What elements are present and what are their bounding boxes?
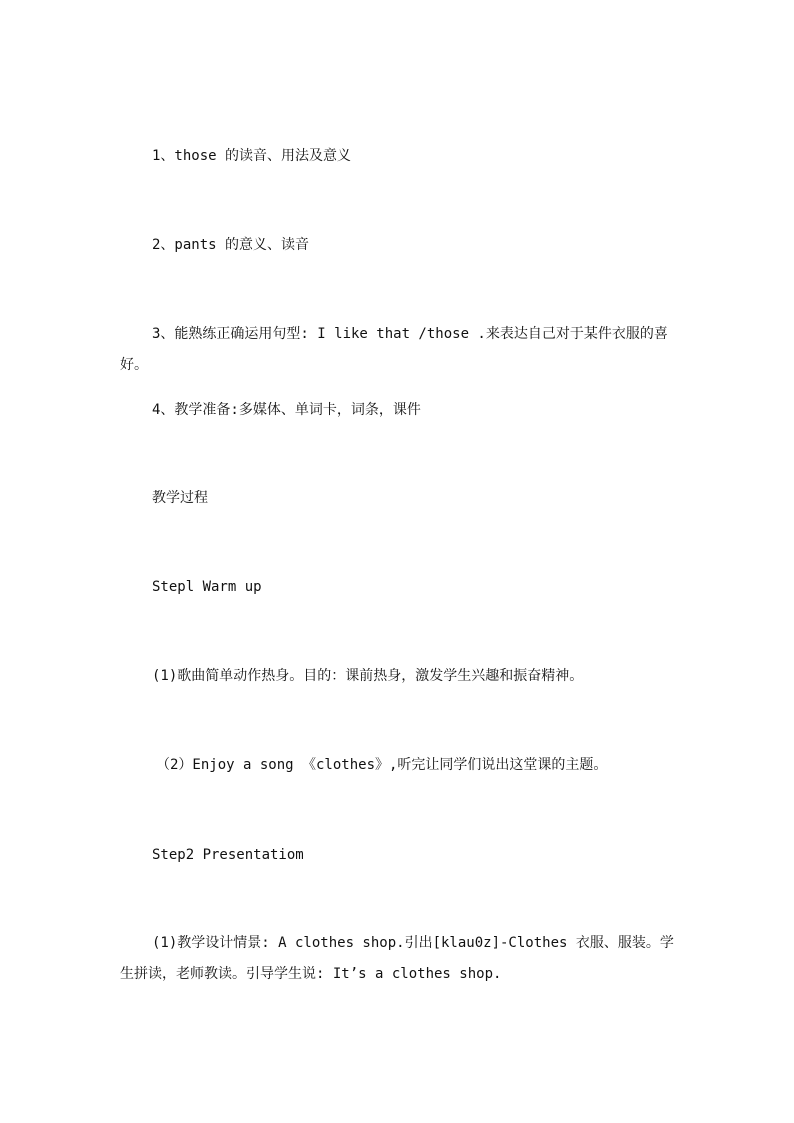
section-heading-process: 教学过程	[152, 490, 208, 506]
paragraph-objective-3: 3、能熟练正确运用句型: I like that /those .来表达自己对于某件衣服的喜好。	[120, 326, 668, 373]
paragraph-presentation-1: (1)教学设计情景: A clothes shop.引出[klau0z]-Clothes 衣服、服装。学生拼读，老师教读。引导学生说: It’s a clothes shop.	[120, 935, 674, 982]
step-heading-presentation: Step2 Presentatiom	[152, 847, 304, 863]
paragraph-warm-up-1: (1)歌曲简单动作热身。目的：课前热身，激发学生兴趣和振奋精神。	[152, 668, 584, 684]
paragraph-objective-1: 1、those 的读音、用法及意义	[152, 148, 352, 164]
paragraph-objective-2: 2、pants 的意义、读音	[152, 237, 310, 253]
step-heading-warm-up: Stepl Warm up	[152, 579, 262, 595]
paragraph-preparation: 4、教学准备:多媒体、单词卡，词条，课件	[152, 402, 421, 418]
paragraph-warm-up-2: （2）Enjoy a song 《clothes》,听完让同学们说出这堂课的主题。	[156, 757, 608, 773]
